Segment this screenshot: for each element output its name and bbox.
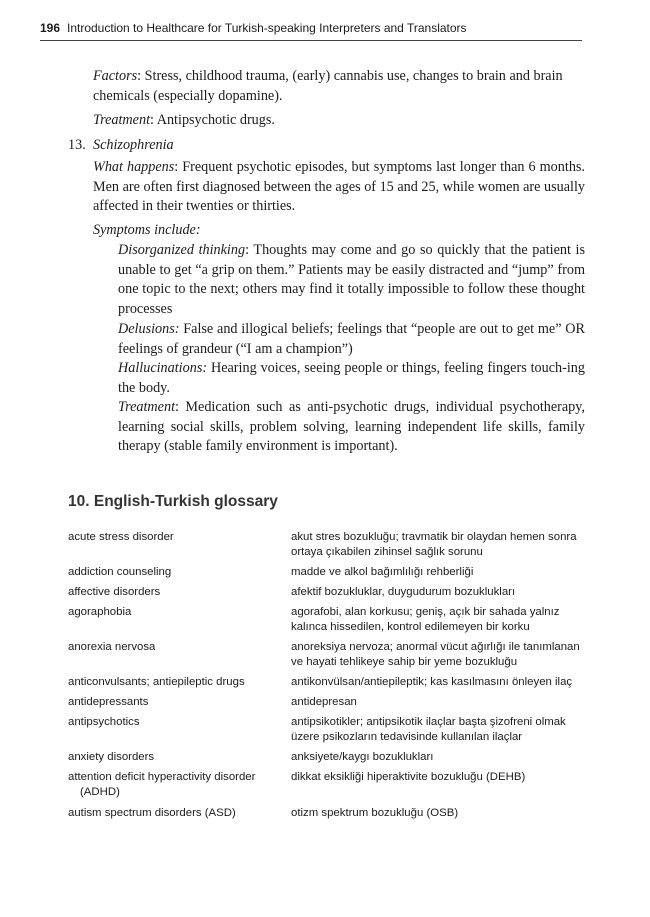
glossary-term-line: attention deficit hyperactivity disorder [68,771,256,783]
hallucinations-label: Hallucinations: [118,360,208,376]
treatment2-label: Treatment [118,399,176,415]
factors-label: Factors [93,68,138,84]
glossary-term: antipsychotics [68,716,140,728]
glossary-definition: otizm spektrum bozukluğu (OSB) [291,807,459,819]
glossary-heading: 10. English-Turkish glossary [68,493,278,510]
glossary-definition: antidepresan [291,696,357,708]
treatment-text: : Antipsychotic drugs. [150,112,275,128]
glossary-term: affective disorders [68,586,161,598]
glossary-term: addiction counseling [68,566,172,578]
glossary-term-continuation: (ADHD) [80,785,120,798]
delusions-label: Delusions: [118,321,180,337]
glossary-definition: anksiyete/kaygı bozuklukları [291,751,434,763]
what-happens-paragraph [93,158,585,217]
disorganized-thinking-paragraph [118,241,585,319]
list-number: 13. [68,137,86,153]
factors-text: : Stress, childhood trauma, (early) cannabis use, changes to brain and brain chemicals (especially dopamine). [93,68,563,104]
running-title: Introduction to Healthcare for Turkish-speaking Interpreters and Translators [67,21,467,35]
disorganized-label: Disorganized thinking [118,242,246,258]
treatment-paragraph [93,111,583,131]
hallucinations-text: Hearing voices, seeing people or things, feeling fingers touch-ing the body. [118,360,585,396]
glossary-term: acute stress disorder [68,531,174,543]
glossary-definition: akut stres bozukluğu; travmatik bir olaydan hemen sonra ortaya çıkabilen zihinsel sağlık sorunu [291,531,577,558]
running-header [40,18,582,41]
treatment-schizophrenia-paragraph [118,398,585,457]
glossary-definition: anoreksiya nervoza; anormal vücut ağırlığı ile tanımlanan ve hayati tehlikeye sahip bir yeme bozukluğu [291,641,580,668]
glossary-definition: agorafobi, alan korkusu; geniş, açık bir sahada yalnız kalınca hissedilen, kontrol edilemeyen bir korku [291,606,560,633]
glossary-definition: afektif bozukluklar, duygudurum bozuklukları [291,586,516,598]
what-happens-label: What happens [93,159,175,175]
treatment2-text: : Medication such as anti-psychotic drugs, individual psychotherapy, learning social skills, problem solving, learning independent life skills, family therapy (stable family environment is important). [118,399,585,454]
delusions-text: False and illogical beliefs; feelings that “people are out to get me” OR feelings of grandeur (“I am a champion”) [118,321,585,357]
glossary-definition: madde ve alkol bağımlılığı rehberliği [291,566,474,578]
treatment-label: Treatment [93,112,151,128]
glossary-term: anticonvulsants; antiepileptic drugs [68,676,245,688]
glossary-term [68,770,278,799]
factors-paragraph [93,67,583,106]
what-happens-text: : Frequent psychotic episodes, but symptoms last longer than 6 months. Men are often first diagnosed between the ages of 15 and 25, while women are usually affected in their twenties or thirties. [93,159,585,214]
glossary-definition: antikonvülsan/antiepileptik; kas kasılmasını önleyen ilaç [291,676,573,688]
hallucinations-paragraph [118,359,585,398]
glossary-term: anxiety disorders [68,751,155,763]
glossary-term: anorexia nervosa [68,641,156,653]
glossary-term: autism spectrum disorders (ASD) [68,807,236,819]
glossary-term: agoraphobia [68,606,132,618]
delusions-paragraph [118,320,585,359]
glossary-definition: dikkat eksikliği hiperaktivite bozukluğu (DEHB) [291,771,526,783]
symptoms-label: Symptoms include: [93,222,201,238]
glossary-term: antidepressants [68,696,149,708]
glossary-definition: antipsikotikler; antipsikotik ilaçlar başta şizofreni olmak üzere psikozların tedavisinde kullanılan ilaçlar [291,716,566,743]
list-item-title: Schizophrenia [93,137,174,153]
page-number: 196 [40,21,61,35]
disorganized-text: : Thoughts may come and go so quickly that the patient is unable to get “a grip on them.” Patients may be easily distracted and “jump” from one topic to the next; others may find it totally impossible to follow these thought processes [118,242,586,317]
